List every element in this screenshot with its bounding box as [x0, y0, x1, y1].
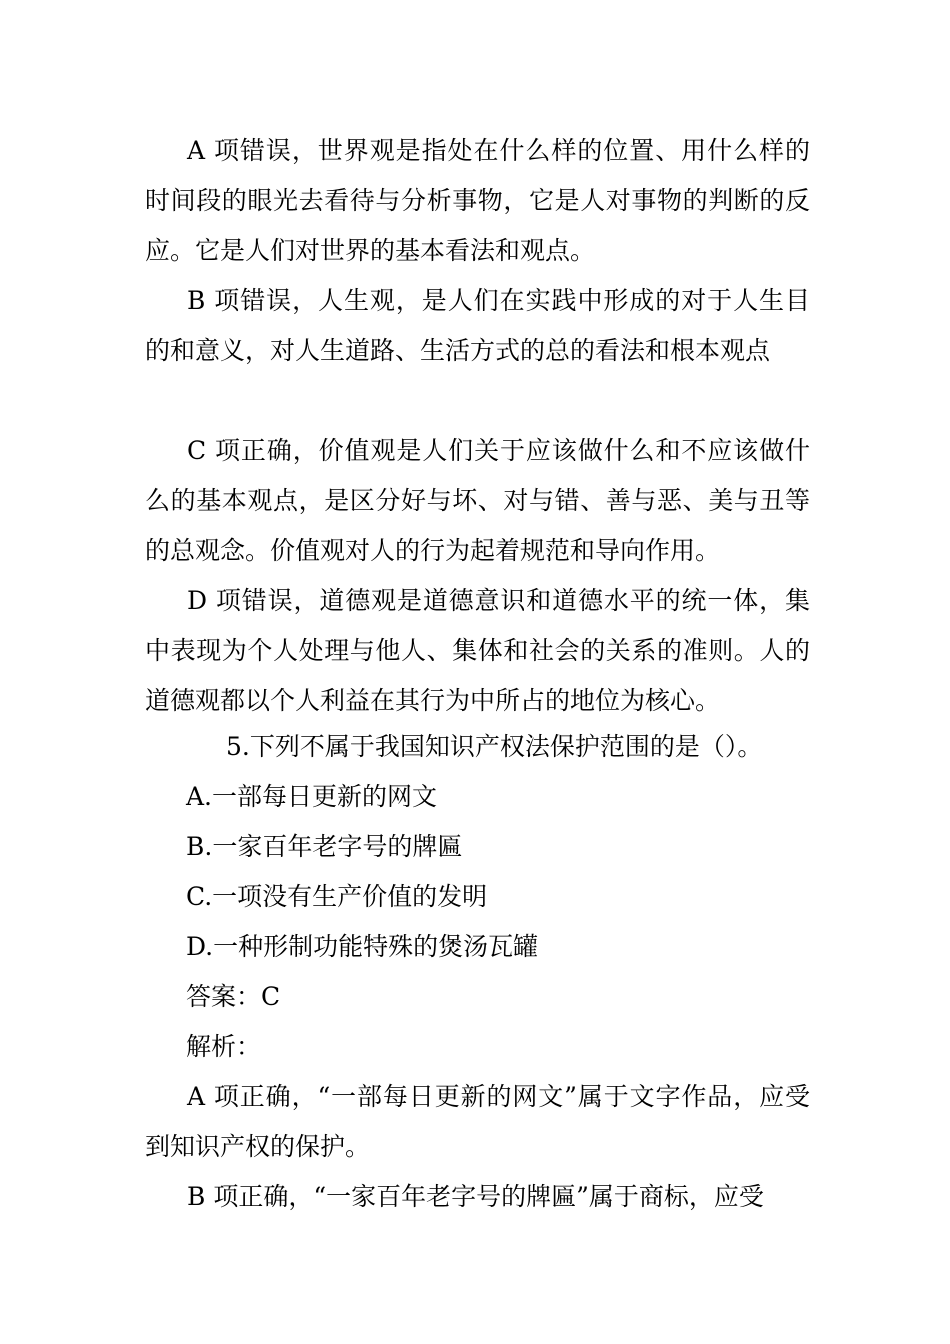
question-5-option-d: D.一种形制功能特殊的煲汤瓦罐 [186, 932, 539, 961]
explanation-option-c: C 项正确，价值观是人们关于应该做什么和不应该做什么的基本观点，是区分好与坏、对与错、善与恶、美与丑等的总观念。价值观对人的行为起着规范和导向作用。 [145, 436, 810, 565]
question-5-analysis-a: A 项正确，“一部每日更新的网文”属于文字作品，应受到知识产权的保护。 [145, 1082, 810, 1161]
question-5-option-c: C.一项没有生产价值的发明 [186, 882, 488, 911]
question-5-analysis-label: 解析： [186, 1032, 262, 1061]
explanation-option-b: B 项错误，人生观，是人们在实践中形成的对于人生目的和意义，对人生道路、生活方式的总的看法和根本观点 [145, 286, 810, 365]
question-5-stem: 5.下列不属于我国知识产权法保护范围的是（）。 [226, 732, 763, 761]
explanation-option-a: A 项错误，世界观是指处在什么样的位置、用什么样的时间段的眼光去看待与分析事物，它是人对事物的判断的反应。它是人们对世界的基本看法和观点。 [145, 136, 810, 265]
question-5-answer: 答案：C [186, 982, 281, 1011]
question-5-analysis-b: B 项正确，“一家百年老字号的牌匾”属于商标，应受 [187, 1182, 764, 1211]
question-5-option-a: A.一部每日更新的网文 [186, 782, 438, 811]
explanation-option-d: D 项错误，道德观是道德意识和道德水平的统一体，集中表现为个人处理与他人、集体和社会的关系的准则。人的道德观都以个人利益在其行为中所占的地位为核心。 [145, 586, 810, 715]
question-5-option-b: B.一家百年老字号的牌匾 [186, 832, 463, 861]
